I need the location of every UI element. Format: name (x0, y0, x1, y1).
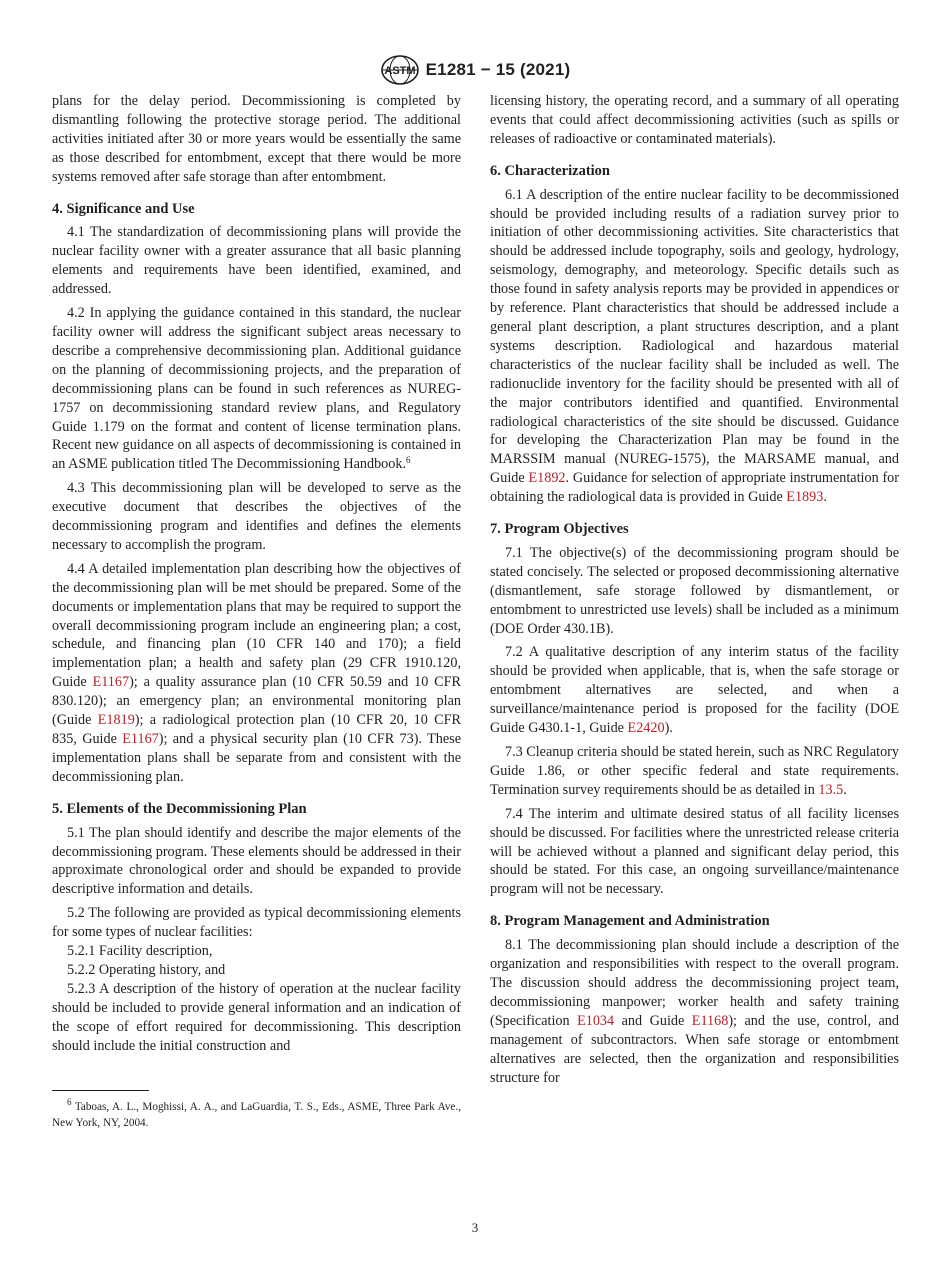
link-e1168[interactable]: E1168 (691, 1012, 729, 1029)
paragraph-4-4: 4.4 A detailed implementation plan describing how the objectives of the decommissioning plan will be met should be prepared. Some of the documents or implementation plans that may be required to support the overall decommissioning program include an engineering plan; a cost, schedule, and financing plan (10 CFR 140 and 170); a field implementation plan; a health and safety plan (29 CFR 1910.120, Guide E1167); a quality assurance plan (10 CFR 50.59 and 10 CFR 830.120); an emergency plan; an environmental monitoring plan (Guide E1819); a radiological protection plan (10 CFR 20, 10 CFR 835, Guide E1167); and a physical security plan (10 CFR 73). These implementation plans shall be separate from and consistent with the decommissioning plan. (52, 560, 461, 785)
paragraph-5-1: 5.1 The plan should identify and describe the major elements of the decommissioning program. These elements should be addressed in their approximate chronological order and should be expanded to provide descriptive information and details. (52, 824, 461, 898)
footnote-ref-6[interactable]: 6 (406, 455, 411, 466)
paragraph-5-2-2: 5.2.2 Operating history, and (67, 961, 226, 978)
paragraph-7-1: 7.1 The objective(s) of the decommissioning program should be stated concisely. The selected or proposed decommissioning alternative (dismantlement, safe storage followed by dismantlement, or entombment to unrestricted use levels) shall be included as a minimum (DOE Order 430.1B). (490, 544, 899, 637)
paragraph-6-1: 6.1 A description of the entire nuclear facility to be decommissioned should be provided including results of a radiation survey prior to initiation of other decommissioning activities. Site characteristics that should be addressed include topography, soils and geology, hydrology, seismology, demography, and meteorology. Specific details such as those found in safety analysis reports may be provided in appendices or by reference. Plant characteristics that should be addressed include a general plant description, a plant structures description, and a plant systems description. Radiological and hazardous material characteristics of the nuclear facility shall be included as well. The radionuclide inventory for the facility should be presented with all of the major contributors identified and quantified. Environmental radiological characteristics of the site should be discussed. Guidance for developing the Characterization Plan may be found in the MARSSIM manual (NUREG-1575), the MARSAME manual, and Guide E1892. Guidance for selection of appropriate instrumentation for obtaining the radiological data is provided in Guide E1893. (490, 186, 899, 506)
section-heading-4: 4. Significance and Use (52, 200, 195, 217)
paragraph-5-2-3: 5.2.3 A description of the history of operation at the nuclear facility should be included to provide general information and an indication of the scope of effort required for decommissioning. This description should include the initial construction and (52, 980, 461, 1054)
link-e1167[interactable]: E1167 (122, 731, 159, 747)
paragraph-8-1: 8.1 The decommissioning plan should include a description of the organization and responsibilities with respect to the overall program. The discussion should address the decommissioning project team, decommissioning manpower; worker health and safety training (Specification E1034 and Guide E1168); and the use, control, and management of subcontractors. When safe storage or entombment alternatives are selected, then the organization and responsibilities structure for (490, 937, 899, 1086)
link-e1893[interactable]: E1893 (786, 489, 824, 506)
section-heading-7: 7. Program Objectives (490, 521, 629, 538)
paragraph-continued: plans for the delay period. Decommissioning is completed by dismantling following the protective storage period. The additional activities initiated after 30 or more years would be essentially the same as those described for entombment, except that there would be more systems removed after safe storage than after entombment. (52, 93, 461, 185)
link-section-13-5[interactable]: 13.5 (818, 781, 844, 798)
page-header (0, 54, 950, 86)
left-column (52, 92, 461, 1131)
section-heading-5: 5. Elements of the Decommissioning Plan (52, 800, 307, 817)
paragraph-5-2-1: 5.2.1 Facility description, (67, 943, 213, 960)
paragraph-7-2: 7.2 A qualitative description of any interim status of the facility should be provided when applicable, that is, when the safe storage or entombment alternatives are selected, and when a surveillance/maintenance period is proposed for the facility (DOE Guide G430.1-1, Guide E2420). (490, 644, 899, 737)
link-e1819[interactable]: E1819 (97, 712, 135, 729)
paragraph-continued: licensing history, the operating record, and a summary of all operating events that could affect decommissioning activities (such as spills or releases of radioactive or contaminated materials). (490, 93, 899, 147)
footnote-6: $^6$ Taboas, A. L., Moghissi, A. A., and LaGuardia, T. S., Eds., ASME, Three Park Ave., New York, NY, 2004. (52, 1096, 461, 1129)
page-number: 3 (471, 1220, 479, 1235)
right-column (490, 92, 899, 1092)
svg-text:ASTM: ASTM (384, 65, 416, 77)
paragraph-4-3: 4.3 This decommissioning plan will be developed to serve as the executive document that describes the objectives of the decommissioning program and identifies and defines the elements necessary to accomplish the program. (52, 480, 461, 553)
paragraph-4-1: 4.1 The standardization of decommissioning plans will provide the nuclear facility owner with a greater assurance that all basic planning elements and requirements have been identified, examined, and addressed. (52, 224, 461, 298)
section-heading-6: 6. Characterization (490, 162, 610, 179)
paragraph-4-2: 4.2 In applying the guidance contained in this standard, the nuclear facility owner will address the significant subject areas necessary to describe a comprehensive decommissioning plan. Additional guidance on the planning of decommissioning projects, and the preparation of decommissioning plans can be found in such references as NUREG-1757 on decommissioning standard review plans, and Regulatory Guide 1.179 on the format and content of license termination plans. Recent new guidance on all aspects of decommissioning is contained in an ASME publication titled The Decommissioning Handbook.$^6$ (52, 305, 461, 473)
paragraph-7-3: 7.3 Cleanup criteria should be stated herein, such as NRC Regulatory Guide 1.86, or other specific federal and state requirements. Termination survey requirements should be as detailed in 13.5. (490, 744, 900, 798)
paragraph-5-2: 5.2 The following are provided as typical decommissioning elements for some types of nuclear facilities: (52, 905, 461, 941)
link-e1034[interactable]: E1034 (577, 1012, 615, 1029)
section-heading-8: 8. Program Management and Administration (490, 913, 770, 930)
link-e2420[interactable]: E2420 (627, 720, 665, 737)
footnote-divider (52, 1090, 149, 1091)
astm-logo-icon (380, 54, 420, 86)
paragraph-7-4: 7.4 The interim and ultimate desired status of all facility licenses should be discussed. For facilities where the unrestricted release criteria will be achieved without a planned and significant delay period, this should be stated. For this case, an ongoing surveillance/maintenance program will not be necessary. (490, 805, 899, 898)
link-e1892[interactable]: E1892 (528, 470, 566, 487)
document-designation: E1281 − 15 (2021) (425, 60, 571, 79)
link-e1167[interactable]: E1167 (92, 674, 130, 691)
